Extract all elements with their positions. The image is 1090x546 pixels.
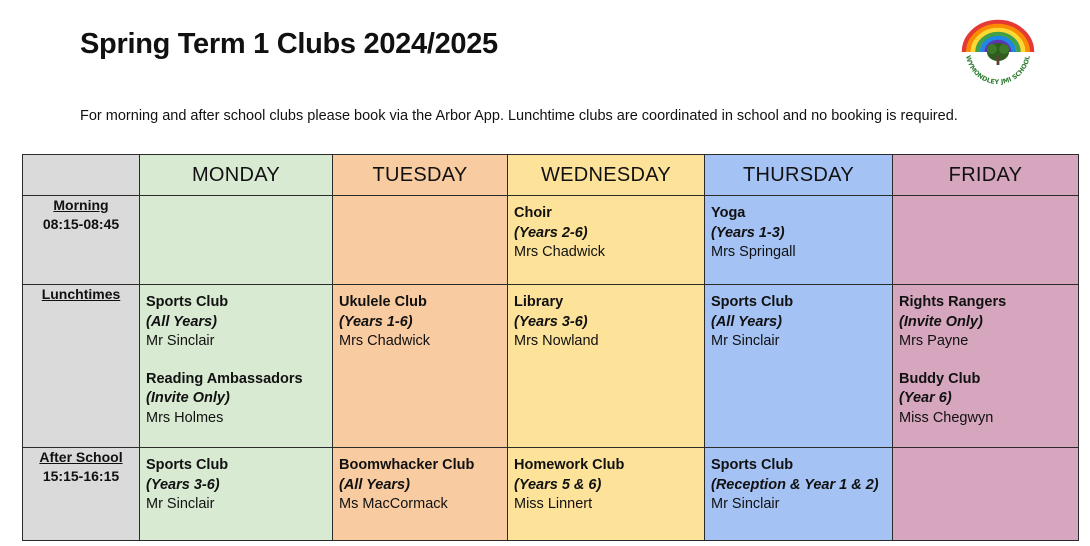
time-slot-name: Lunchtimes	[41, 286, 121, 302]
club-entry	[899, 370, 1072, 429]
club-staff: Mrs Payne	[899, 333, 969, 349]
cell-friday	[893, 448, 1079, 541]
time-slot-name: After School	[39, 449, 123, 465]
cell-content	[508, 196, 704, 269]
club-years: (Years 3-6)	[514, 313, 588, 330]
club-name: Reading Ambassadors	[146, 370, 303, 387]
club-entry	[339, 456, 501, 515]
club-entry	[899, 293, 1072, 352]
club-staff: Mrs Nowland	[514, 333, 599, 349]
club-years: (All Years)	[711, 313, 782, 330]
day-header-wednesday: WEDNESDAY	[508, 155, 705, 196]
club-years: (Years 1-3)	[711, 224, 785, 241]
cell-wednesday	[508, 196, 705, 285]
row-morning	[23, 196, 1079, 285]
club-entry	[514, 293, 698, 352]
time-slot-cell	[23, 196, 140, 285]
cell-monday	[140, 448, 333, 541]
club-entry	[514, 204, 698, 263]
cell-content	[140, 448, 332, 521]
cell-content	[893, 285, 1078, 434]
club-entry	[339, 293, 501, 352]
cell-content	[508, 448, 704, 521]
cell-wednesday	[508, 448, 705, 541]
time-slot-time: 15:15-16:15	[42, 468, 120, 484]
booking-note: For morning and after school clubs please book via the Arbor App. Lunchtime clubs are coordinated in school and no booking is required.	[80, 108, 958, 124]
club-years: (Invite Only)	[146, 390, 230, 406]
club-years: (Years 3-6)	[146, 476, 220, 493]
club-staff: Mrs Chadwick	[339, 333, 431, 349]
club-name: Sports Club	[711, 294, 794, 310]
cell-content	[705, 448, 892, 521]
cell-thursday	[705, 285, 893, 448]
cell-content	[705, 285, 892, 358]
cell-content	[508, 285, 704, 358]
cell-monday	[140, 285, 333, 448]
club-staff: Mr Sinclair	[711, 496, 780, 512]
time-slot-cell	[23, 448, 140, 541]
cell-friday	[893, 285, 1079, 448]
club-staff: Mrs Holmes	[146, 409, 224, 426]
cell-tuesday	[333, 285, 508, 448]
day-header-thursday: THURSDAY	[705, 155, 893, 196]
day-header-tuesday: TUESDAY	[333, 155, 508, 196]
logo-text: WYMONDLEY JMI SCHOOL	[964, 54, 1032, 87]
club-entry	[146, 370, 326, 429]
club-staff: Mrs Chadwick	[514, 244, 606, 260]
club-name: Sports Club	[146, 294, 229, 310]
cell-monday	[140, 196, 333, 285]
page-title: Spring Term 1 Clubs 2024/2025	[80, 28, 498, 60]
club-entry	[146, 293, 326, 352]
club-entry	[711, 456, 886, 515]
club-years: (Years 2-6)	[514, 224, 588, 241]
time-slot-time: 08:15-08:45	[42, 216, 120, 232]
day-header-monday: MONDAY	[140, 155, 333, 196]
cell-thursday	[705, 448, 893, 541]
row-lunchtimes	[23, 285, 1079, 448]
cell-tuesday	[333, 448, 508, 541]
club-staff: Miss Linnert	[514, 496, 593, 512]
cell-content	[333, 448, 507, 521]
club-years: (Invite Only)	[899, 313, 983, 330]
club-entry	[146, 456, 326, 515]
club-entry	[711, 293, 886, 352]
club-years: (Years 1-6)	[339, 313, 413, 330]
time-slot-name: Morning	[53, 197, 109, 213]
cell-content	[333, 196, 507, 210]
time-slot-cell	[23, 285, 140, 448]
timetable-header-row	[23, 155, 1079, 196]
club-years: (Years 5 & 6)	[514, 476, 602, 493]
club-name: Ukulele Club	[339, 294, 427, 310]
cell-content	[333, 285, 507, 358]
club-name: Choir	[514, 205, 552, 221]
club-name: Library	[514, 294, 564, 310]
club-staff: Mr Sinclair	[146, 496, 215, 512]
cell-content	[893, 448, 1078, 462]
club-staff: Mr Sinclair	[711, 333, 780, 349]
club-staff: Mrs Springall	[711, 244, 796, 260]
clubs-timetable	[22, 154, 1079, 541]
cell-friday	[893, 196, 1079, 285]
club-name: Sports Club	[711, 457, 794, 473]
club-years: (All Years)	[339, 476, 410, 493]
cell-content	[705, 196, 892, 269]
cell-content	[893, 196, 1078, 210]
club-name: Homework Club	[514, 457, 625, 473]
cell-thursday	[705, 196, 893, 285]
club-name: Buddy Club	[899, 370, 981, 387]
club-staff: Ms MacCormack	[339, 496, 448, 512]
club-years: (All Years)	[146, 313, 217, 330]
cell-content	[140, 285, 332, 434]
cell-content	[140, 196, 332, 210]
club-years: (Reception & Year 1 & 2)	[711, 476, 879, 493]
day-header-friday: FRIDAY	[893, 155, 1079, 196]
club-name: Sports Club	[146, 457, 229, 473]
club-name: Rights Rangers	[899, 294, 1007, 310]
club-staff: Miss Chegwyn	[899, 409, 994, 426]
cell-tuesday	[333, 196, 508, 285]
header-corner	[23, 155, 140, 196]
club-name: Yoga	[711, 205, 746, 221]
club-entry	[711, 204, 886, 263]
school-logo	[958, 16, 1038, 88]
club-years: (Year 6)	[899, 390, 952, 406]
club-name: Boomwhacker Club	[339, 457, 475, 473]
cell-wednesday	[508, 285, 705, 448]
club-staff: Mr Sinclair	[146, 333, 215, 349]
row-after-school	[23, 448, 1079, 541]
club-entry	[514, 456, 698, 515]
